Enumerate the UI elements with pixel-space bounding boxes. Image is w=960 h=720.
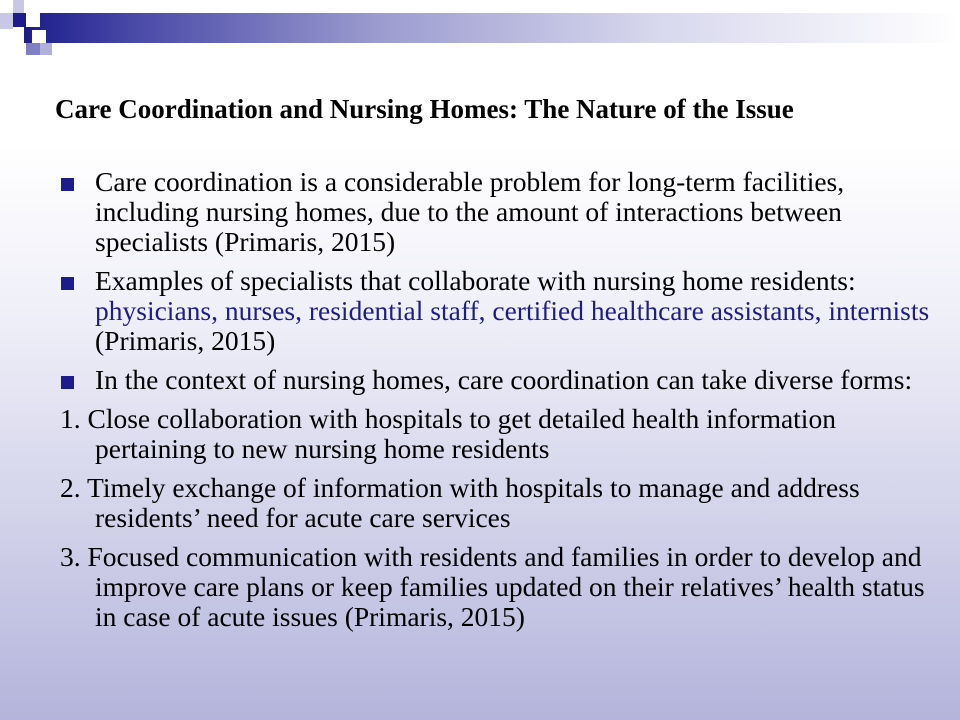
decorative-square xyxy=(26,43,40,55)
decorative-square xyxy=(40,43,52,55)
bullet-text: In the context of nursing homes, care coordination can take diverse forms: xyxy=(95,364,913,395)
decorative-square xyxy=(13,0,24,13)
decorative-square xyxy=(0,0,13,13)
decorative-square xyxy=(13,13,26,27)
slide-title: Care Coordination and Nursing Homes: The Nature of the Issue xyxy=(55,94,794,124)
bullet-item xyxy=(0,167,960,257)
square-bullet-icon xyxy=(61,376,74,389)
bullet-text: Examples of specialists that collaborate with nursing home residents: xyxy=(95,265,856,296)
decorative-square xyxy=(0,13,13,29)
numbered-item: 3. Focused communication with residents and families in order to develop and improve care plans or keep families updated on their relatives’ health status in case of acute issues (Primaris, 2015) xyxy=(60,541,925,632)
header-decoration-bar xyxy=(24,13,960,43)
bullet-text: Care coordination is a considerable problem for long-term facilities, including nursing homes, due to the amount of interactions between specialists (Primaris, 2015) xyxy=(95,166,845,257)
decorative-square xyxy=(26,13,40,27)
specialist-list-highlight: physicians, nurses, residential staff, certified healthcare assistants, internists xyxy=(95,295,930,326)
slide-body xyxy=(0,167,960,632)
numbered-item: 1. Close collaboration with hospitals to get detailed health information pertaining to new nursing home residents xyxy=(60,403,836,464)
bullet-item xyxy=(0,266,960,356)
numbered-item: 2. Timely exchange of information with hospitals to manage and address residents’ need for acute care services xyxy=(60,472,860,533)
square-bullet-icon xyxy=(61,178,74,191)
bullet-item xyxy=(0,365,960,395)
bullet-citation: (Primaris, 2015) xyxy=(95,325,276,356)
decorative-square xyxy=(32,30,46,44)
square-bullet-icon xyxy=(61,277,74,290)
